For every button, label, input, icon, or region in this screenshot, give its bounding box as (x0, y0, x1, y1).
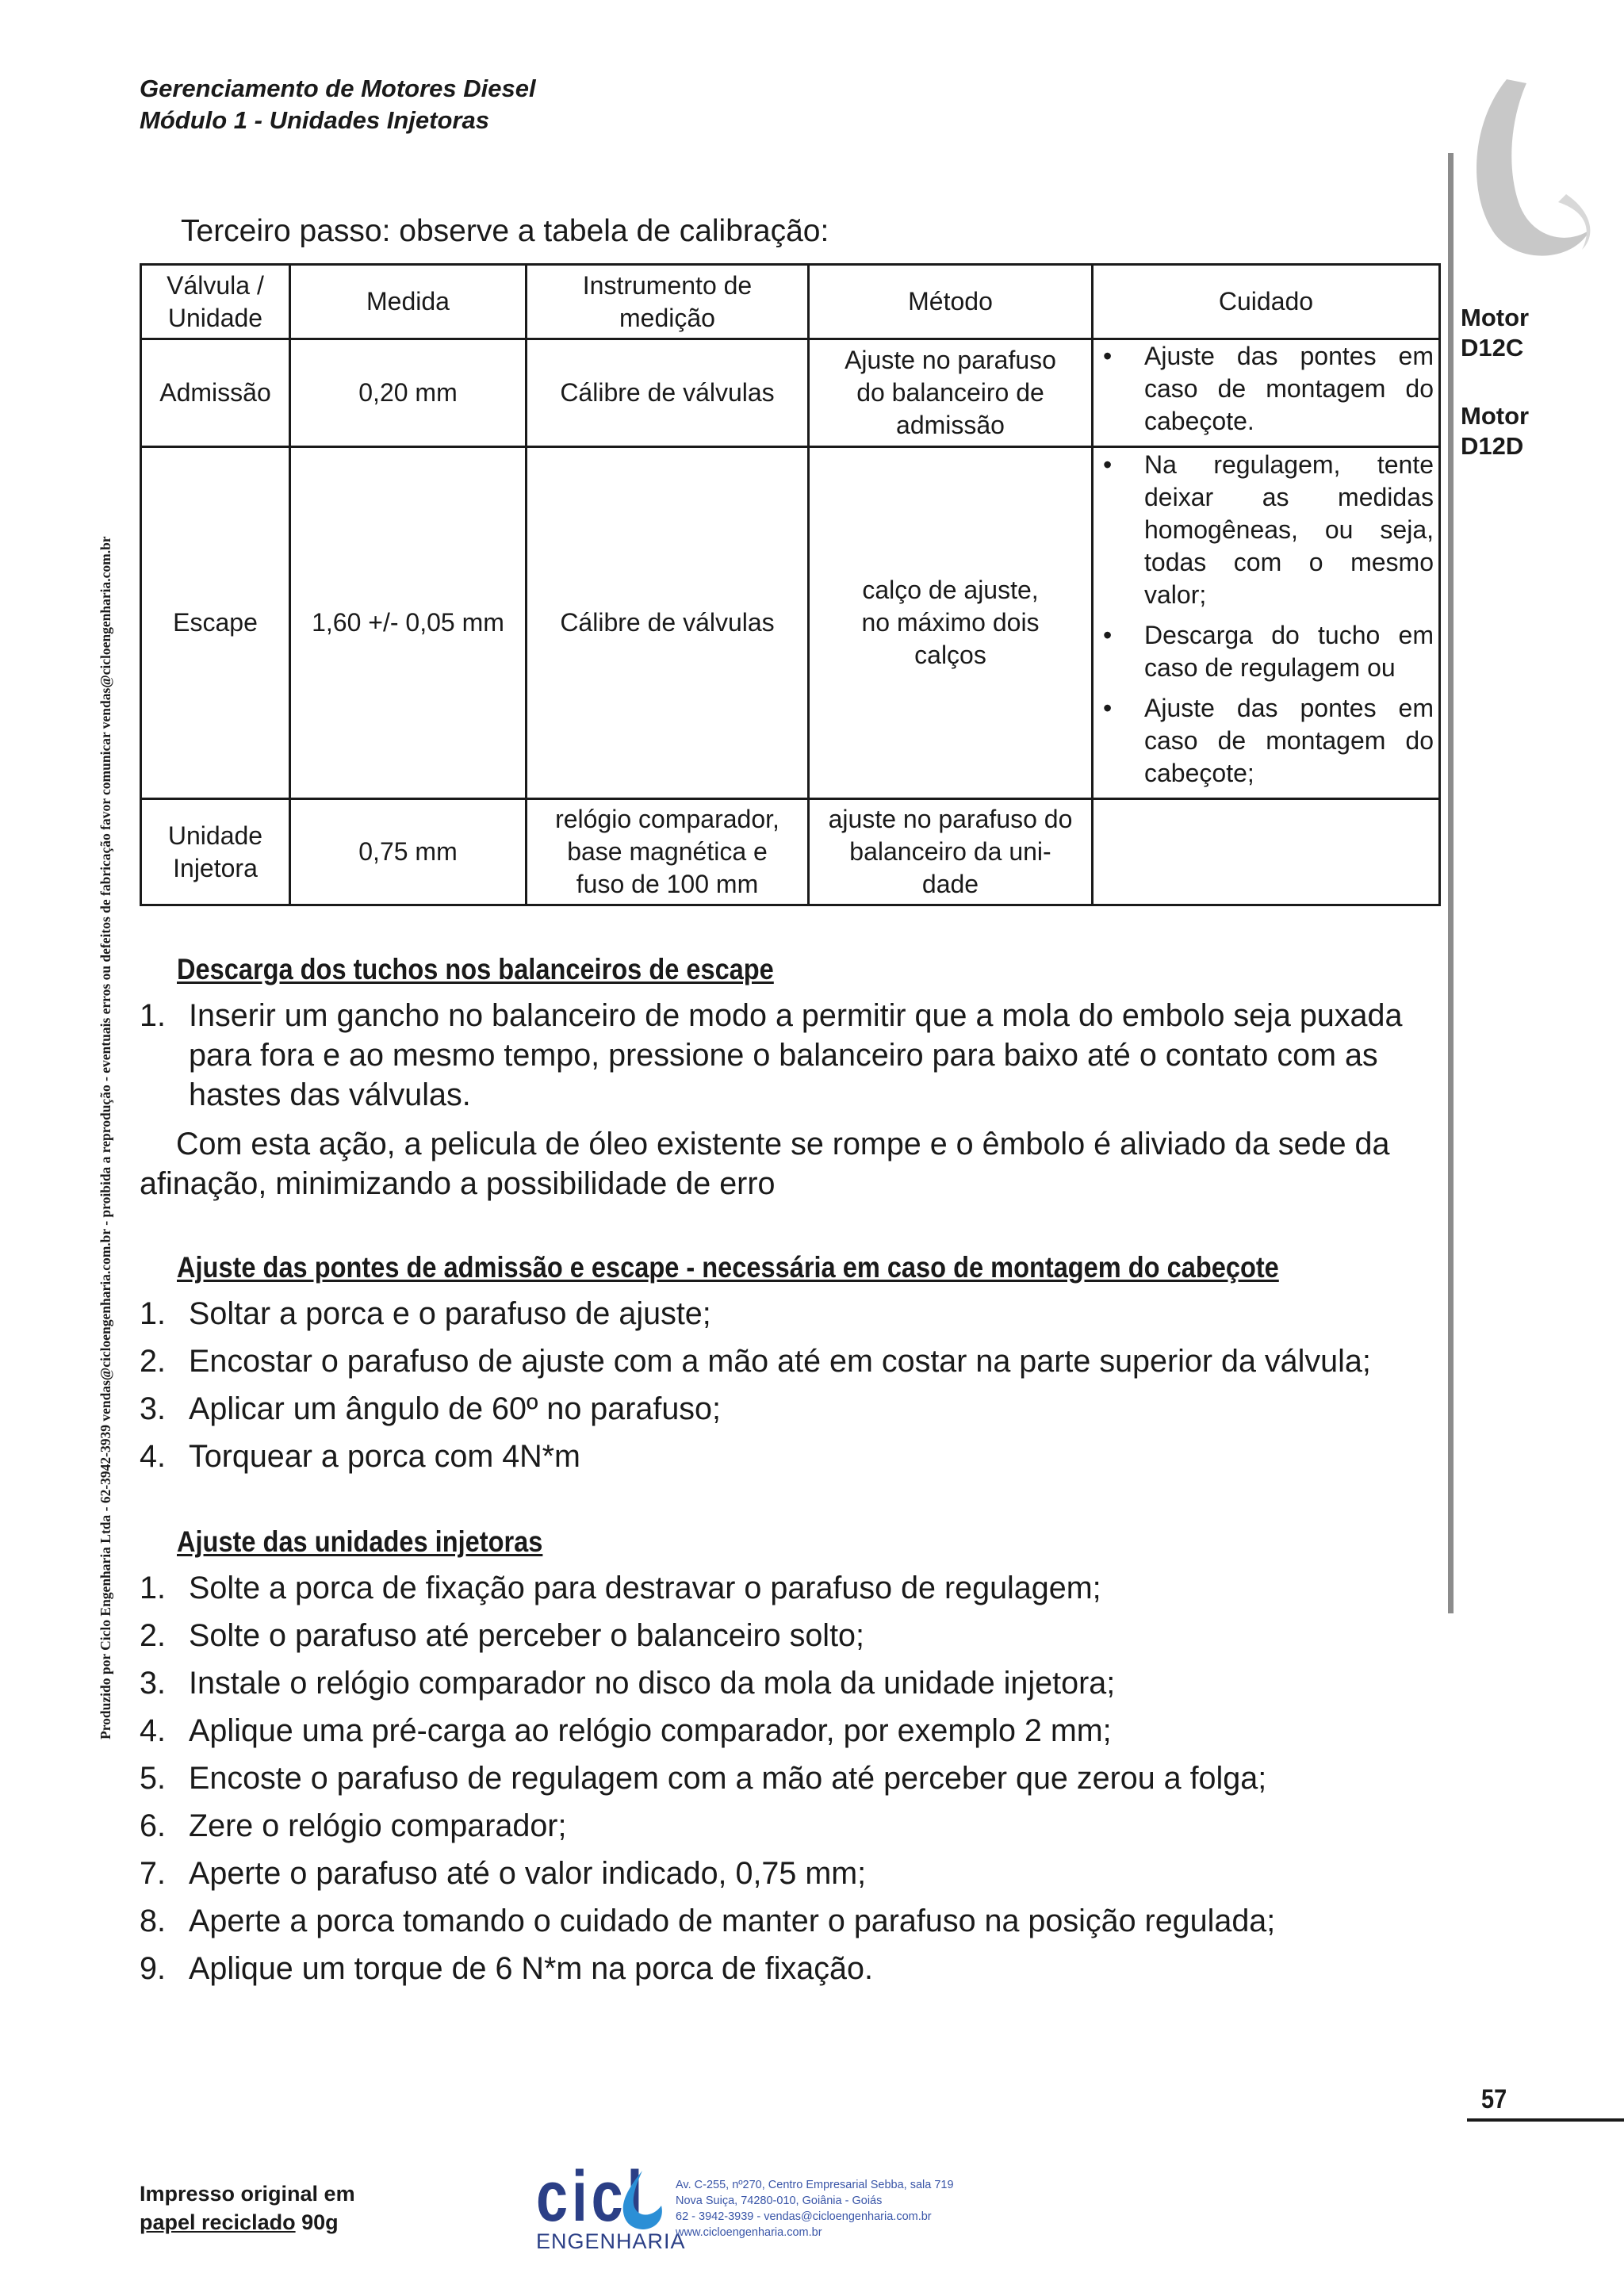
list-item: 8. Aperte a porca tomando o cuidado de manter o parafuso na posição regulada; (140, 1904, 1276, 1938)
running-header (140, 73, 536, 136)
list-item: 7. Aperte o parafuso até o valor indicado, 0,75 mm; (140, 1856, 867, 1891)
ciclo-logo-subtitle: ENGENHARIA (536, 2229, 686, 2253)
list-item: 2. Solte o parafuso até perceber o balanceiro solto; (140, 1618, 864, 1653)
page-number-rule (1467, 2118, 1624, 2122)
table-row (141, 447, 1440, 799)
ciclo-drop-icon (619, 2169, 666, 2231)
side-label-d12d: D12D (1461, 432, 1524, 460)
cell-valvula: Escape (141, 447, 290, 799)
list-item: 2. Encostar o parafuso de ajuste com a mão até em costar na parte superior da válvula; (140, 1344, 1371, 1379)
list-item: 3. Instale o relógio comparador no disco da mola da unidade injetora; (140, 1666, 1116, 1701)
list-item: 4. Torquear a porca com 4N*m (140, 1439, 580, 1474)
side-label-motor-1: Motor (1461, 304, 1530, 331)
cell-metodo: Ajuste no parafuso do balanceiro de admissão (809, 339, 1093, 447)
cell-cuidado (1093, 447, 1440, 799)
section-title-pontes: Ajuste das pontes de admissão e escape - necessária em caso de montagem do cabeçote (177, 1251, 1279, 1284)
list-item: 6. Zere o relógio comparador; (140, 1808, 567, 1843)
list-item: • Ajuste das pontes em caso de montagem do cabeçote. (1098, 340, 1434, 438)
list-item: 5. Encoste o parafuso de regulagem com a mão até perceber que zerou a folga; (140, 1761, 1267, 1796)
list-item: 1. Soltar a porca e o parafuso de ajuste; (140, 1296, 711, 1331)
header-instrumento: Instrumento de medição (527, 265, 809, 339)
page-number: 57 (1481, 2084, 1507, 2114)
cell-cuidado (1093, 339, 1440, 447)
cell-medida: 0,75 mm (290, 799, 527, 905)
header-medida: Medida (290, 265, 527, 339)
cell-instrumento: Cálibre de válvulas (527, 339, 809, 447)
cell-instrumento: relógio comparador, base magnética e fuso de 100 mm (527, 799, 809, 905)
table-intro: Terceiro passo: observe a tabela de calibração: (181, 214, 829, 248)
cell-valvula: Unidade Injetora (141, 799, 290, 905)
list-item: • Ajuste das pontes em caso de montagem do cabeçote; (1098, 692, 1434, 790)
list-item: • Na regulagem, tente deixar as medidas homogêneas, ou seja, todas com o mesmo valor; (1098, 449, 1434, 611)
cell-cuidado (1093, 799, 1440, 905)
table-row (141, 339, 1440, 447)
section-title-unidades: Ajuste das unidades injetoras (177, 1525, 543, 1558)
recycled-paper-note: Impresso original em papel reciclado 90g (140, 2182, 355, 2234)
side-label-d12c: D12C (1461, 334, 1524, 362)
list-item: 1. Inserir um gancho no balanceiro de modo a permitir que a mola do embolo seja puxada para fora e ao mesmo tempo, pressione o balanceiro para baixo até o contato com as hastes das válvulas. (140, 998, 1403, 1112)
list-item: 1. Solte a porca de fixação para destravar o parafuso de regulagem; (140, 1571, 1101, 1605)
section-title-descarga: Descarga dos tuchos nos balanceiros de escape (177, 953, 774, 985)
header-cuidado: Cuidado (1093, 265, 1440, 339)
ciclo-logo-wordmark: cicl (536, 2157, 647, 2237)
module-subtitle: Módulo 1 - Unidades Injetoras (140, 106, 489, 134)
document-title: Gerenciamento de Motores Diesel (140, 75, 536, 102)
section1-list (140, 996, 1440, 1123)
cell-metodo: ajuste no parafuso do balanceiro da uni- dade (809, 799, 1093, 905)
header-valvula: Válvula / Unidade (141, 265, 290, 339)
cell-metodo: calço de ajuste, no máximo dois calços (809, 447, 1093, 799)
section2-list (140, 1294, 1440, 1484)
header-metodo: Método (809, 265, 1093, 339)
section3-list (140, 1568, 1440, 1996)
list-item: 9. Aplique um torque de 6 N*m na porca de fixação. (140, 1951, 873, 1986)
company-address: Av. C-255, nº270, Centro Empresarial Sebba, sala 719 Nova Suiça, 74280-010, Goiânia - Goiás 62 - 3942-3939 - vendas@cicloengenharia.com.br www.cicloengenharia.com.br (676, 2179, 954, 2239)
cell-valvula: Admissão (141, 339, 290, 447)
section1-paragraph: Com esta ação, a pelicula de óleo existente se rompe e o êmbolo é aliviado da sede da afinação, minimizando a possibilidade de erro (140, 1127, 1390, 1201)
list-item: • Descarga do tucho em caso de regulagem ou (1098, 619, 1434, 684)
table-header-row (141, 265, 1440, 339)
list-item: 3. Aplicar um ângulo de 60º no parafuso; (140, 1391, 721, 1426)
cell-instrumento: Cálibre de válvulas (527, 447, 809, 799)
swirl-logo-icon (1463, 75, 1606, 289)
table-row (141, 799, 1440, 905)
cell-medida: 1,60 +/- 0,05 mm (290, 447, 527, 799)
calibration-table (140, 263, 1441, 906)
list-item: 4. Aplique uma pré-carga ao relógio comparador, por exemplo 2 mm; (140, 1713, 1112, 1748)
side-rule (1448, 153, 1454, 1613)
cell-medida: 0,20 mm (290, 339, 527, 447)
vertical-copyright-notice: Produzido por Ciclo Engenharia Ltda - 62-3942-3939 vendas@cicloengenharia.com.br - proibida a reprodução - eventuais erros ou defeitos de fabricação favor comunicar vendas@cicloengenharia.com.br (98, 536, 113, 1739)
side-label-motor-2: Motor (1461, 402, 1530, 430)
